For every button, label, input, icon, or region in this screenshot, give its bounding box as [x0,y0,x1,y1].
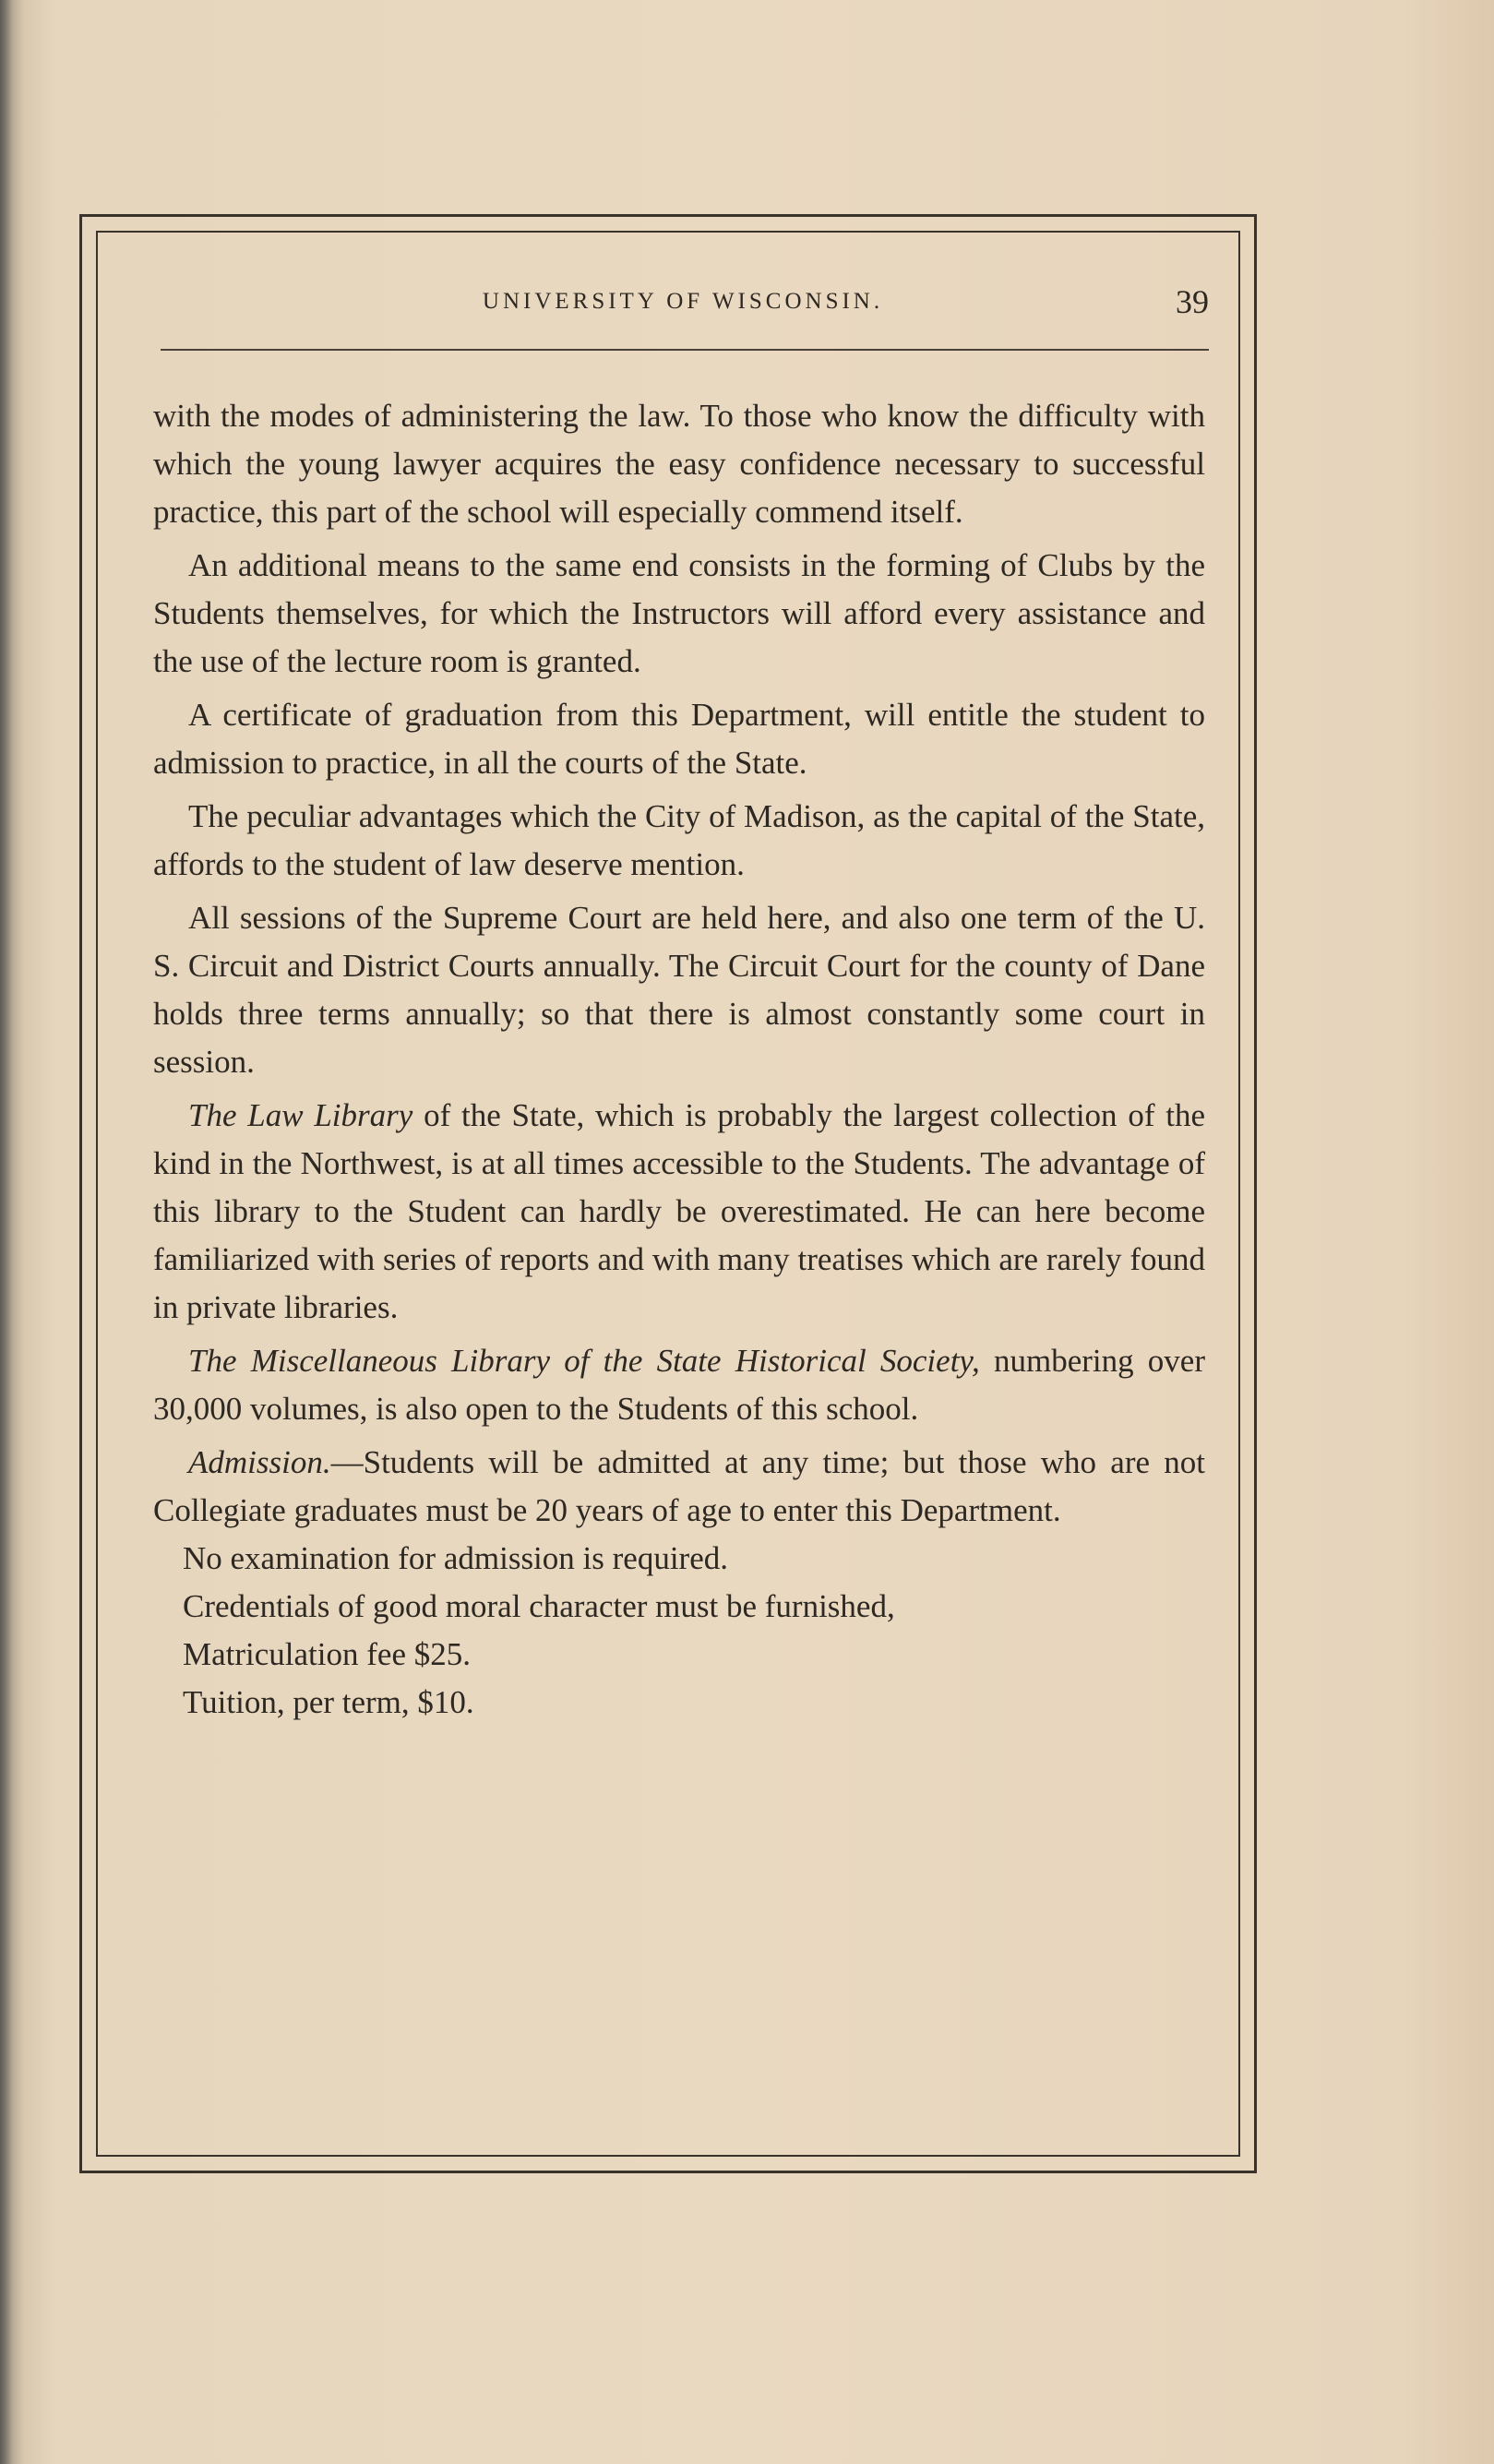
list-line: Credentials of good moral character must be furnished, [183,1588,895,1624]
paragraph [153,691,1205,787]
paragraph-text: The peculiar advantages which the City of Madison, as the capital of the State, affords to the student of law deserve mention. [153,798,1205,882]
paragraph-italic-lead: Admission. [188,1444,331,1480]
paragraph-italic-lead: The Law Library [188,1097,413,1133]
paragraph [153,542,1205,686]
header-rule [161,349,1209,351]
paragraph-text: All sessions of the Supreme Court are held here, and also one term of the U. S. Circuit and District Courts annually. The Circuit Court for the county of Dane holds three terms annually; so that there is almost constantly some court in session. [153,900,1205,1080]
paragraph-text: —Students will be admitted at any time; but those who are not Collegiate graduates must be 20 years of age to enter this Department. [153,1444,1205,1528]
paragraph-text: with the modes of administering the law. To those who know the difficulty with which the young lawyer acquires the easy confidence necessary to successful practice, this part of the school will especially commend itself. [153,398,1205,530]
paragraph [153,392,1205,536]
paragraph-text: of the State, which is probably the largest collection of the kind in the Northwest, is at all times accessible to the Students. The advantage of this library to the Student can hardly be overestimated. He can here become familiarized with series of reports and with many treatises which are rarely found in private libraries. [153,1097,1205,1325]
paragraph [153,1439,1205,1535]
paragraph-italic-lead: The Miscellaneous Library of the State Historical Society, [188,1343,980,1379]
paragraph [153,793,1205,889]
list-line: Tuition, per term, $10. [183,1684,474,1720]
paragraph [153,894,1205,1086]
body-text [153,392,1205,1727]
list-line: Matriculation fee $25. [183,1636,471,1672]
paragraph-text: A certificate of graduation from this Department, will entitle the student to admission to practice, in all the courts of the State. [153,697,1205,781]
paragraph-text: numbering over 30,000 volumes, is also open to the Students of this school. [153,1343,1205,1427]
paragraph-text: An additional means to the same end consists in the forming of Clubs by the Students themselves, for which the Instructors will afford every assistance and the use of the lecture room is granted. [153,547,1205,679]
running-head-title: UNIVERSITY OF WISCONSIN. [482,289,884,314]
list-line: No examination for admission is required. [183,1540,728,1576]
page-number: 39 [1176,283,1209,320]
paragraph [153,1337,1205,1433]
paragraph [153,1092,1205,1332]
running-head [157,279,1209,325]
